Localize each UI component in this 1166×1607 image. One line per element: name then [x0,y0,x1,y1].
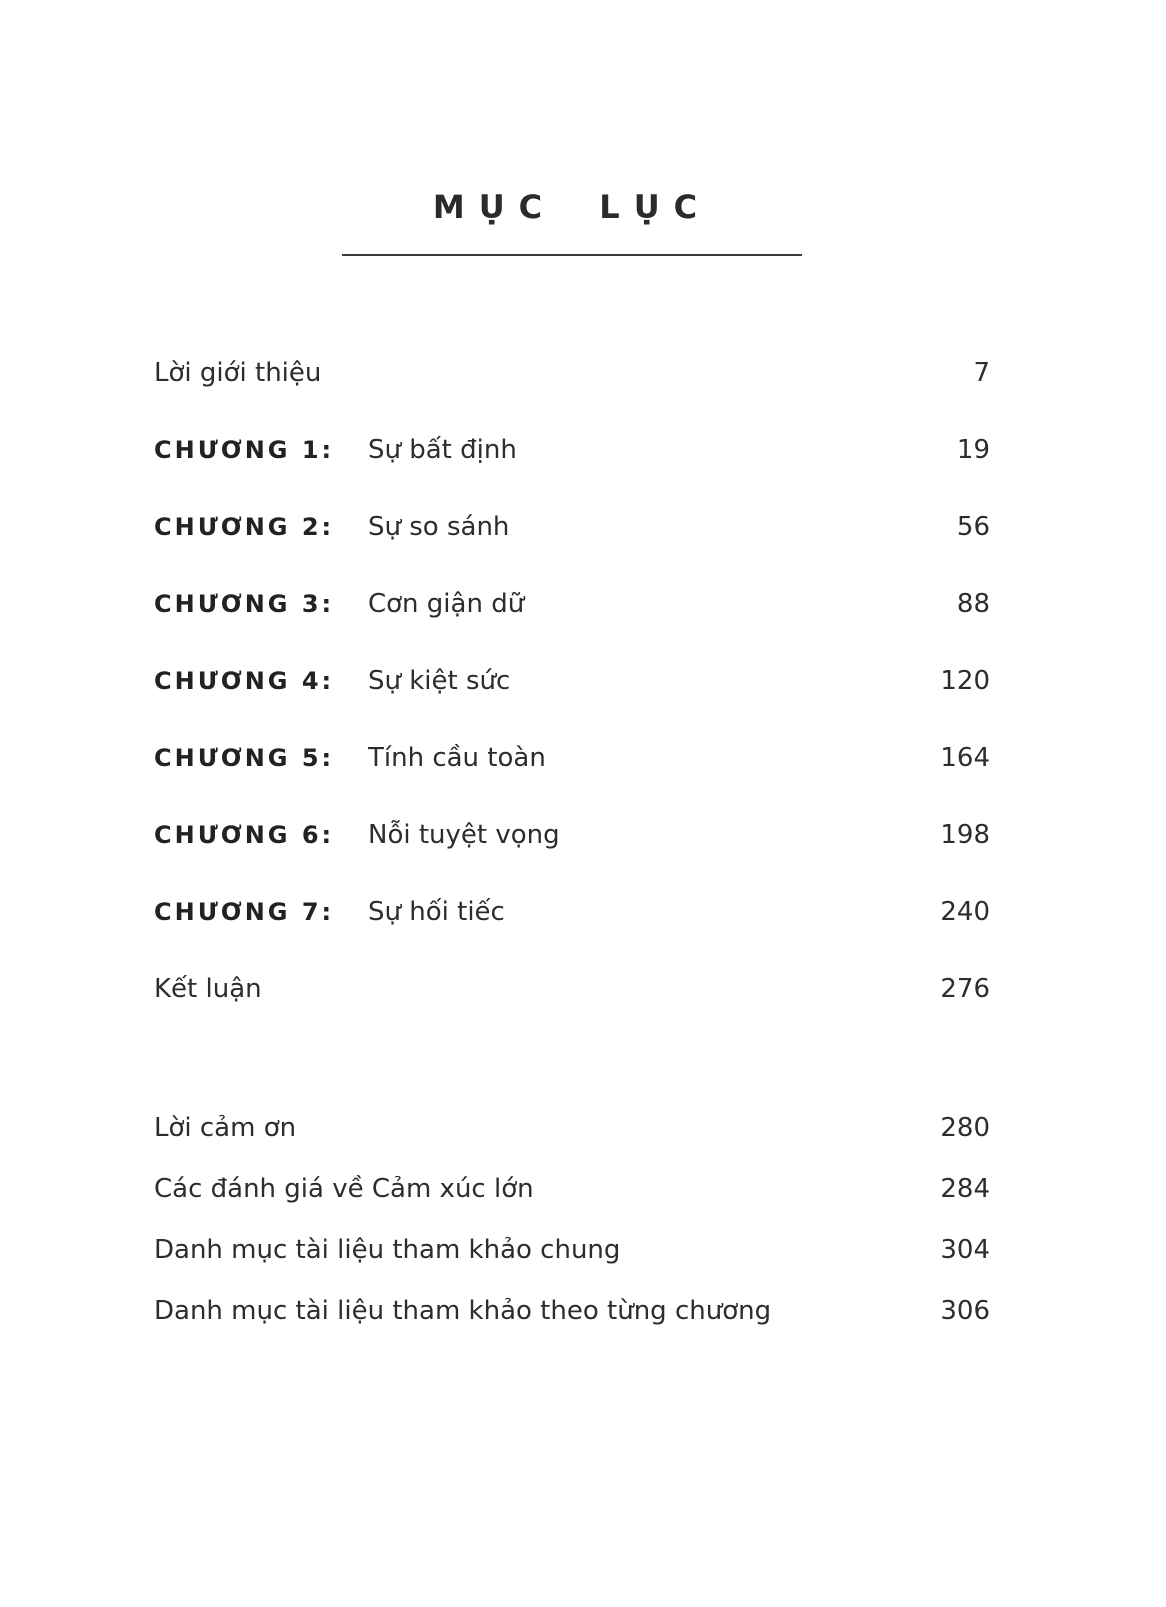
entry-page-number: 304 [940,1234,990,1265]
entry-title: Cơn giận dữ [368,588,525,619]
entry-page-number: 240 [940,896,990,927]
entry-title: Sự hối tiếc [368,896,505,927]
toc-entry-chapter-5 [154,719,990,796]
entry-title: Sự kiệt sức [368,665,511,696]
entry-title: Danh mục tài liệu tham khảo theo từng chương [154,1295,772,1326]
chapter-label: CHƯƠNG 6: [154,820,335,849]
page-title: MỤC LỤC [432,188,712,226]
chapter-label: CHƯƠNG 2: [154,512,335,541]
entry-page-number: 19 [956,434,990,465]
toc-entry-chapter-1 [154,411,990,488]
entry-title: Sự bất định [368,434,517,465]
entry-title: Nỗi tuyệt vọng [368,819,560,850]
toc-entry-conclusion [154,950,990,1027]
toc-entry-reviews [154,1158,990,1219]
title-block [154,0,990,256]
entry-page-number: 198 [940,819,990,850]
entry-title: Kết luận [154,973,262,1004]
toc-entry-chapter-2 [154,488,990,565]
chapter-label: CHƯƠNG 4: [154,666,335,695]
chapter-label: CHƯƠNG 1: [154,435,335,464]
toc-entry-chapter-7 [154,873,990,950]
back-matter-section [154,1097,990,1341]
entry-page-number: 120 [940,665,990,696]
entry-page-number: 284 [940,1173,990,1204]
entry-page-number: 56 [956,511,990,542]
toc-entry-chapter-3 [154,565,990,642]
chapter-label: CHƯƠNG 5: [154,743,335,772]
entry-page-number: 7 [973,357,990,388]
entry-title: Sự so sánh [368,511,510,542]
entry-title: Các đánh giá về Cảm xúc lớn [154,1173,534,1204]
toc-list [154,334,990,1341]
entry-page-number: 280 [940,1112,990,1143]
toc-entry-intro [154,334,990,411]
chapter-label: CHƯƠNG 3: [154,589,335,618]
toc-entry-chapter-6 [154,796,990,873]
toc-entry-acknowledgements [154,1097,990,1158]
entry-page-number: 164 [940,742,990,773]
entry-page-number: 306 [940,1295,990,1326]
entry-title: Danh mục tài liệu tham khảo chung [154,1234,621,1265]
entry-title: Tính cầu toàn [368,742,546,773]
toc-entry-general-references [154,1219,990,1280]
chapter-label: CHƯƠNG 7: [154,897,335,926]
entry-page-number: 88 [956,588,990,619]
entry-page-number: 276 [940,973,990,1004]
entry-title: Lời cảm ơn [154,1112,297,1143]
entry-title: Lời giới thiệu [154,357,322,388]
toc-entry-chapter-references [154,1280,990,1341]
toc-entry-chapter-4 [154,642,990,719]
title-divider [342,254,802,256]
